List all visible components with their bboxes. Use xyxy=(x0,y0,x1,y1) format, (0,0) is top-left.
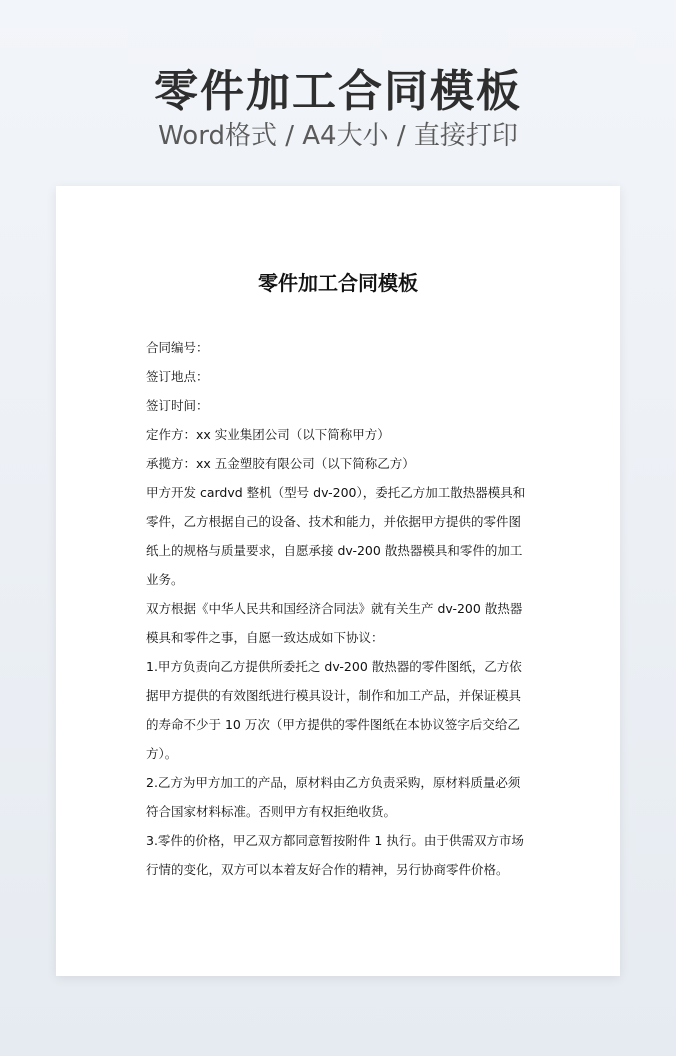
banner-subtitle: Word格式 / A4大小 / 直接打印 xyxy=(158,121,518,151)
field-signing-place: 签订地点： xyxy=(146,369,209,384)
field-party-a: 定作方：xx 实业集团公司（以下简称甲方） xyxy=(146,427,390,442)
paragraph-line: 行情的变化，双方可以本着友好合作的精神，另行协商零件价格。 xyxy=(146,862,509,877)
field-party-b: 承揽方：xx 五金塑胶有限公司（以下简称乙方） xyxy=(146,456,415,471)
clause-1 xyxy=(146,652,532,768)
paragraph-line: 纸上的规格与质量要求，自愿承接 dv-200 散热器模具和零件的加工 xyxy=(146,543,523,558)
paragraph-line: 1.甲方负责向乙方提供所委托之 dv-200 散热器的零件图纸，乙方依 xyxy=(146,659,522,674)
clause-3 xyxy=(146,826,532,884)
field-contract-number: 合同编号： xyxy=(146,340,209,355)
clause-2 xyxy=(146,768,532,826)
paragraph-line: 符合国家材料标准。否则甲方有权拒绝收货。 xyxy=(146,804,397,819)
paragraph-line: 甲方开发 cardvd 整机（型号 dv-200），委托乙方加工散热器模具和 xyxy=(146,485,526,500)
paragraph-intro xyxy=(146,478,532,594)
document-page xyxy=(56,186,620,976)
banner-title: 零件加工合同模板 xyxy=(154,66,522,117)
paragraph-line: 2.乙方为甲方加工的产品，原材料由乙方负责采购，原材料质量必须 xyxy=(146,775,521,790)
paragraph-line: 双方根据《中华人民共和国经济合同法》就有关生产 dv-200 散热器 xyxy=(146,601,523,616)
document-title: 零件加工合同模板 xyxy=(258,271,418,295)
paragraph-agreement xyxy=(146,594,532,652)
paragraph-line: 模具和零件之事，自愿一致达成如下协议： xyxy=(146,630,384,645)
paragraph-line: 业务。 xyxy=(146,572,184,587)
paragraph-line: 零件，乙方根据自己的设备、技术和能力，并依据甲方提供的零件图 xyxy=(146,514,522,529)
document-body xyxy=(146,333,532,884)
paragraph-line: 据甲方提供的有效图纸进行模具设计，制作和加工产品，并保证模具 xyxy=(146,688,522,703)
paragraph-line: 的寿命不少于 10 万次（甲方提供的零件图纸在本协议签字后交给乙 xyxy=(146,717,520,732)
field-signing-time: 签订时间： xyxy=(146,398,209,413)
paragraph-line: 3.零件的价格，甲乙双方都同意暂按附件 1 执行。由于供需双方市场 xyxy=(146,833,524,848)
paragraph-line: 方）。 xyxy=(146,746,178,761)
